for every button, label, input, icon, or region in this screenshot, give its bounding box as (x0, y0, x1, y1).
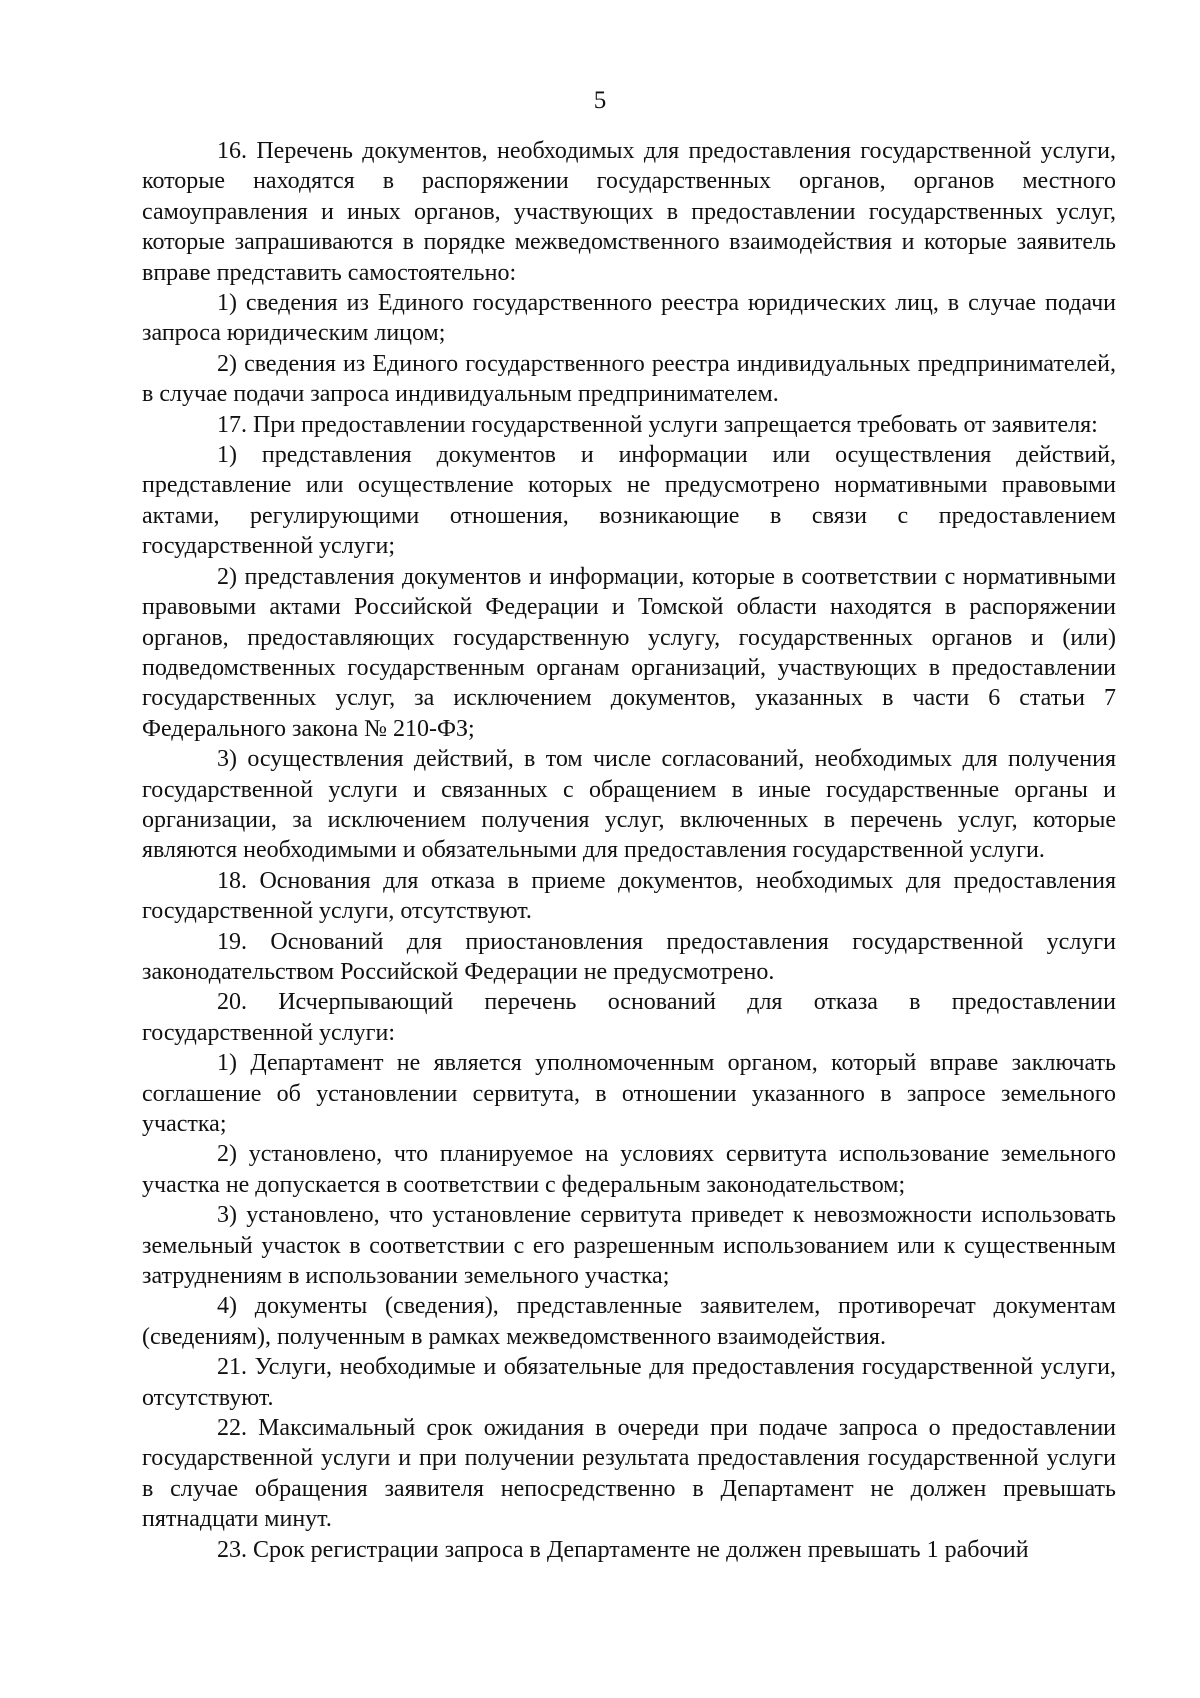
paragraph-17: 17. При предоставлении государственной услуги запрещается требовать от заявителя: (217, 411, 1098, 438)
paragraph-18: 18. Основания для отказа в приеме документов, необходимых для предоставления государственной услуги, отсутствуют. (142, 867, 1116, 925)
paragraph-16: 16. Перечень документов, необходимых для предоставления государственной услуги, которые находятся в распоряжении государственных органов, органов местного самоуправления и иных органов, участвующих в предоставлении государственных услуг, которые запрашиваются в порядке межведомственного взаимодействия и которые заявитель вправе представить самостоятельно: (142, 138, 1116, 286)
paragraph-23: 23. Срок регистрации запроса в Департаменте не должен превышать 1 рабочий (217, 1536, 1029, 1563)
paragraph-17-item-1: 1) представления документов и информации или осуществления действий, представление или осуществление которых не предусмотрено нормативными правовыми актами, регулирующими отношения, возникающие в связи с предоставлением государственной услуги; (142, 442, 1116, 560)
paragraph-20: 20. Исчерпывающий перечень оснований для отказа в предоставлении государственной услуги: (142, 989, 1116, 1046)
paragraph-20-item-4: 4) документы (сведения), представленные заявителем, противоречат документам (сведениям), полученным в рамках межведомственного взаимодействия. (142, 1293, 1116, 1350)
paragraph-16-item-1: 1) сведения из Единого государственного реестра юридических лиц, в случае подачи запроса юридическим лицом; (142, 290, 1116, 347)
page-number: 5 (593, 87, 607, 114)
paragraph-22: 22. Максимальный срок ожидания в очереди при подаче запроса о предоставлении государственной услуги и при получении результата предоставления государственной услуги в случае обращения заявителя непосредственно в Департамент не должен превышать пятнадцати минут. (142, 1415, 1116, 1533)
paragraph-20-item-3: 3) установлено, что установление сервитута приведет к невозможности использовать земельный участок в соответствии с его разрешенным использованием или к существенным затруднениям в использовании земельного участка; (142, 1202, 1116, 1290)
paragraph-17-item-2: 2) представления документов и информации, которые в соответствии с нормативными правовыми актами Российской Федерации и Томской области находятся в распоряжении органов, предоставляющих государственную услугу, государственных органов и (или) подведомственных государственным органам организаций, участвующих в предоставлении государственных услуг, за исключением документов, указанных в части 6 статьи 7 Федерального закона № 210-ФЗ; (142, 563, 1116, 742)
paragraph-20-item-1: 1) Департамент не является уполномоченным органом, который вправе заключать соглашение об установлении сервитута, в отношении указанного в запросе земельного участка; (142, 1050, 1116, 1137)
paragraph-20-item-2: 2) установлено, что планируемое на условиях сервитута использование земельного участка не допускается в соответствии с федеральным законодательством; (142, 1141, 1116, 1198)
paragraph-21: 21. Услуги, необходимые и обязательные для предоставления государственной услуги, отсутствуют. (142, 1354, 1116, 1411)
paragraph-16-item-2: 2) сведения из Единого государственного реестра индивидуальных предпринимателей, в случае подачи запроса индивидуальным предпринимателем. (142, 350, 1116, 408)
paragraph-17-item-3: 3) осуществления действий, в том числе согласований, необходимых для получения государственной услуги и связанных с обращением в иные государственные органы и организации, за исключением получения услуг, включенных в перечень услуг, которые являются необходимыми и обязательными для предоставления государственной услуги. (142, 746, 1116, 864)
paragraph-19: 19. Оснований для приостановления предоставления государственной услуги законодательством Российской Федерации не предусмотрено. (142, 928, 1116, 985)
document-body (142, 136, 1116, 1565)
